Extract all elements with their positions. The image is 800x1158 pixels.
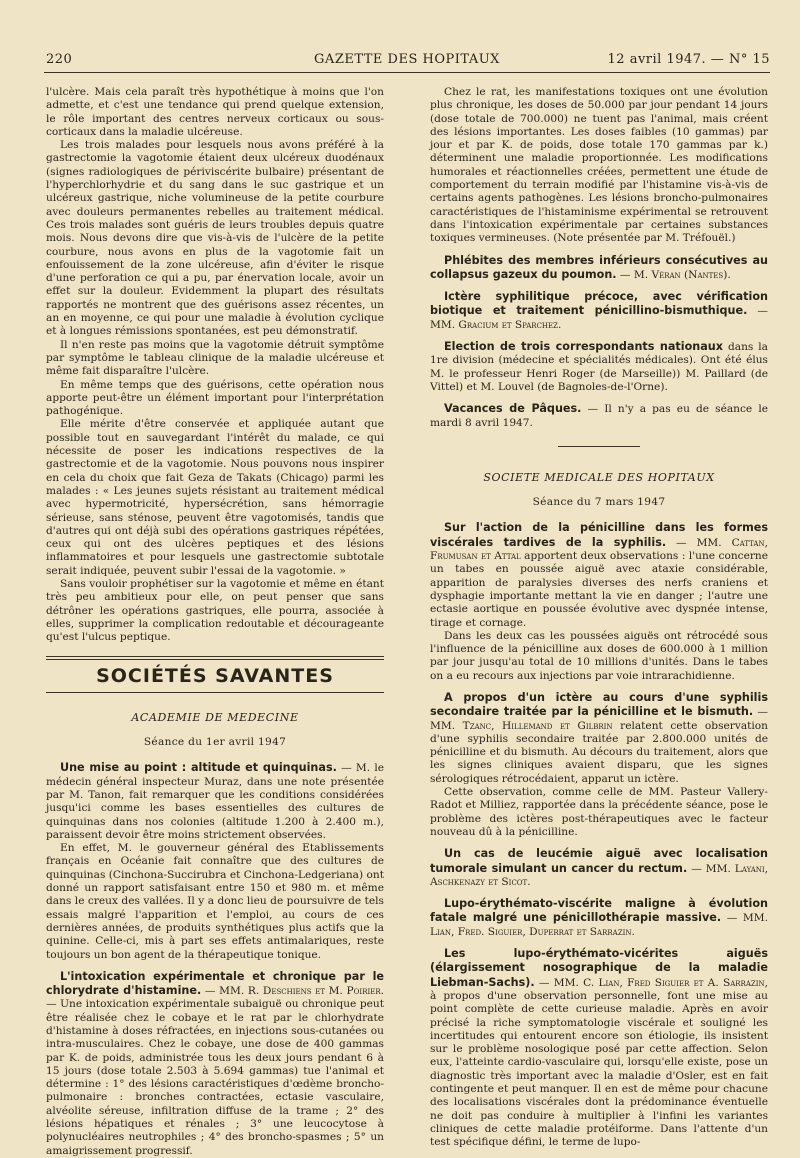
entry-heading: Sur l'action de la pénicilline dans les formes viscérales tardives de la syphilis. [430,521,768,549]
society-name: SOCIETE MEDICALE DES HOPITAUX [483,470,715,484]
session-date: Séance du 1er avril 1947 [143,736,287,749]
entry-heading: Les lupo-érythémato-vicérites aiguës (élargissement nosographique de la maladie Liebman-Sachs). [430,947,768,989]
entry-heading: L'intoxication expérimentale et chronique par le chlorydrate d'histamine. [46,969,384,998]
communication-entry [430,897,768,939]
entry-heading: Phlébites des membres inférieurs consécutives au collapsus gazeux du poumon. [430,253,768,281]
section-title: SOCIÉTÉS SAVANTES [96,665,334,688]
entry-authors: — M. Véran (Nantes). [619,268,731,281]
entry-authors: — MM. R. Deschiens et M. Poirier. [204,985,384,998]
entry-heading: A propos d'un ictère au cours d'une syphilis secondaire traitée par la pénicilline et le bismuth. [430,690,768,719]
communication-entry [430,290,768,332]
entry-authors: — MM. Lian, Fred. Siguier, Duperrat et Sarrazin. [430,912,768,938]
entry-text: apportent deux observations : l'une concerne un tabes en poussée aiguë avec ataxie considérable, apparition de paralysies diverses des nerfs craniens et dysphagie importante mettant la vie en danger ; l'autre une ectasie aortique en poussée évolutive avec dyspnée intense, tirage et cornage. [430,550,769,629]
paragraph: Cette observation, comme celle de MM. Pasteur Vallery-Radot et Milliez, rapportée dans la précédente séance, pose le problème des ictères post-thérapeutiques avec le facteur nouveau dû à la pénicilline. [430,786,768,838]
entry-authors: — MM. Tzanc, Hillemand et Gilbrin [430,706,768,732]
entry-text: à propos d'une observation personnelle, font une mise au point complète de cette curieuse maladie. Après en avoir précisé la riche symptomatologie viscérale et souligné les incertitudes qui entourent encore son étiologie, ils insistent sur le problème nosologique posé par cette affection. Selon eux, l'atteinte cardio-vasculaire qui, lorsqu'elle existe, pose un diagnostic très important avec la maladie d'Osler, est en fait contingente et peut manquer. Il en est de même pour chacune des localisations viscérales dont la prédominance éventuelle ne doit pas conduire à multiplier à l'infini les variantes cliniques de cette maladie protéiforme. Dans l'attente d'un test spécifique défini, le terme de lupo- [430,989,768,1149]
left-column [46,86,384,1158]
entry-text: — M. le médecin général inspecteur Muraz, dans une note présentée par M. Tanon, fait remarquer que les conditions considérées jusqu'ici comme les bases essentielles des cultures de quinquinas dans nos colonies (altitude 1.200 à 2.400 m.), paraissent devoir être moins strictement observées. [46,762,385,841]
paragraph: En même temps que des guérisons, cette opération nous apporte peut-être un élément important pour l'interprétation pathogénique. [46,378,384,418]
section-divider [46,692,384,693]
communication-entry [430,340,768,394]
paragraph: Il n'en reste pas moins que la vagotomie détruit symptôme par symptôme le tableau clinique de la maladie ulcéreuse et même fait disparaître l'ulcère. [46,338,384,378]
communication-entry [430,521,768,629]
entry-text: — Il n'y a pas eu de séance le mardi 8 avril 1947. [430,403,768,429]
paragraph: Elle mérite d'être conservée et appliquée autant que possible tout en sauvegardant l'intérêt du malade, ce qui nécessite de poser les indications respectives de la gastrectomie et de la vagotomie. Nous pouvons nous inspirer en cela du choix que fait Geza de Takats (Chicago) parmi les malades : « Les jeunes sujets résistant au traitement médical avec hypermotricité, hypersécrétion, sans hémorragie sérieuse, sans sténose, peuvent être vagotomisés, tandis que d'autres qui ont déjà subi des opérations gastriques répétées, ceux qui ont des ulcères peptiques et des lésions inflammatoires et pour lesquels une gastrectomie subtotale serait indiquée, peuvent subir l'essai de la vagotomie. » [46,418,384,577]
communication-entry [430,947,768,1149]
issue-date: 12 avril 1947. — N° 15 [607,52,770,67]
paragraph: Sans vouloir prophétiser sur la vagotomie et même en étant très peu ambitieux pour elle, on peut penser que sans détrôner les opérations gastriques, elle pourra, associée à elles, supprimer la complication redoutable et décourageante qu'est l'ulcus peptique. [46,577,384,644]
communication-entry [46,970,384,1158]
page-header [44,50,770,73]
entry-heading: Election de trois correspondants nationaux [444,340,723,354]
entry-heading: Une mise au point : altitude et quinquinas. [60,761,337,775]
communication-entry [430,402,768,430]
communication-entry [430,254,768,283]
paragraph: l'ulcère. Mais cela paraît très hypothétique à moins que l'on admette, et c'est une tendance qui prend quelque extension, le rôle important des centres nerveux corticaux ou sous-corticaux dans la maladie ulcéreuse. [46,86,384,138]
paragraph: Dans les deux cas les poussées aiguës ont rétrocédé sous l'influence de la pénicilline aux doses de 600.000 à 1 million par jour jusqu'au total de 10 millions d'unités. Dans le tabes on a eu recours aux injections par voie intrarachidienne. [430,629,768,682]
entry-authors: — MM. Layani, Aschkenazy et Sicot. [430,862,769,888]
section-divider [46,656,384,660]
paragraph: Les trois malades pour lesquels nous avons préféré à la gastrectomie la vagotomie étaient deux ulcéreux duodénaux (signes radiologiques de périviscérite bulbaire) présentant de l'hyperchlorhydrie et du sang dans le suc gastrique et un ulcéreux gastrique, niche volumineuse de la petite courbure avec douleurs permanentes rebelles au traitement médical. Ces trois malades sont guéris de leurs troubles depuis quatre mois. Nous devons dire que vis-à-vis de l'ulcère de la petite courbure, nous avons en plus de la vagotomie fait un enfouissement de la zone ulcéreuse, afin d'éviter le risque d'une perforation ce qui a pu, par énervation locale, avoir un effet sur la douleur. Evidemment la plupart des résultats rapportés ne montrent que des guérisons assez récentes, un an en moyenne, ce qui pour une maladie à évolution cyclique et à longues rémissions spontanées, est peu démonstratif. [46,139,384,338]
entry-authors: — MM. Gracium et Sparchez. [430,305,768,331]
entry-heading: Ictère syphilitique précoce, avec vérification biotique et traitement pénicillino-bismuthique. [430,290,768,318]
paragraph: Chez le rat, les manifestations toxiques ont une évolution plus chronique, les doses de 50.000 par jour pendant 14 jours (dose totale de 700.000) ne tuent pas l'animal, mais créent des lésions importantes. Les doses faibles (10 gammas) par jour et par K. de poids, dose totale 170 gammas par k.) déterminent une maladie proportionnée. Les modifications humorales et réactionnelles créées, permettent une étude de comportement du terrain modifié par l'histamine vis-à-vis de certains agents pathogènes. Les lésions broncho-pulmonaires caractéristiques de l'histaminisme expérimental se retrouvent dans l'intoxication expérimentale par certaines substances toxiques vermineuses. (Note présentée par M. Tréfouël.) [430,86,768,245]
paragraph: En effet, M. le gouverneur général des Etablissements français en Océanie fait connaître que des cultures de quinquinas (Cinchona-Succirubra et Cinchona-Ledgeriana) ont donné un rapport satisfaisant entre 150 et 980 m. et même dans le creux des vallées. Il y a donc lieu de poursuivre de tels essais malgré l'apparition et l'emploi, au cours de ces dernières années, de produits synthétiques plus actifs que la quinine. Celle-ci, mis à part ses effets antimalariques, reste toujours un bon agent de la thérapeutique tonique. [46,842,384,961]
session-date: Séance du 7 mars 1947 [532,496,666,509]
entry-authors: — MM. C. Lian, Fred Siguier et A. Sarrazin, [538,976,768,989]
page-number: 220 [46,52,73,67]
communication-entry [430,847,768,889]
society-name: ACADEMIE DE MEDECINE [131,710,299,724]
communication-entry [430,691,768,786]
short-divider [558,446,640,447]
entry-text: relatent cette observation d'une syphilis secondaire traitée par 2.800.000 unités de pénicilline et du bismuth. Au décours du traitement, alors que les signes cliniques avaient disparu, que les signes sérologiques rétrocédaient, apparut un ictère. [430,719,768,785]
right-column [430,86,768,1149]
entry-authors: — MM. Cattan, Frumusan et Attal [430,536,768,563]
entry-heading: Un cas de leucémie aiguë avec localisation tumorale simulant un cancer du rectum. [430,847,768,875]
entry-heading: Lupo-érythémato-viscérite maligne à évolution fatale malgré une pénicillothérapie massive. [430,897,768,925]
communication-entry [46,761,384,842]
journal-title: GAZETTE DES HOPITAUX [314,52,500,67]
entry-text: dans la 1re division (médecine et spécialités médicales). Ont été élus M. le professeur Henri Roger (de Marseille)) M. Paillard (de Vittel) et M. Louvel (de Bagnoles-de-l'Orne). [430,341,768,393]
entry-text: — Une intoxication expérimentale subaiguë ou chronique peut être réalisée chez le cobaye et le rat par le chlorhydrate d'histamine à doses réfractées, en injections sous-cutanées ou intra-musculaires. Chez le cobaye, une dose de 400 gammas par K. de poids, administrée tous les deux jours pendant 6 à 15 jours (dose totale 2.503 à 5.694 gammas) tue l'animal et détermine : 1° des lésions caractéristiques d'œdème broncho-pulmonaire : bronches contractées, ectasie vasculaire, alvéolite séreuse, infiltration diffuse de la trame ; 2° des lésions hépatiques et rénales ; 3° une leucocytose à polynucléaires neutrophiles ; 4° des broncho-spasmes ; 5° un amaigrissement progressif. [46,998,384,1157]
entry-heading: Vacances de Pâques. [444,402,582,416]
